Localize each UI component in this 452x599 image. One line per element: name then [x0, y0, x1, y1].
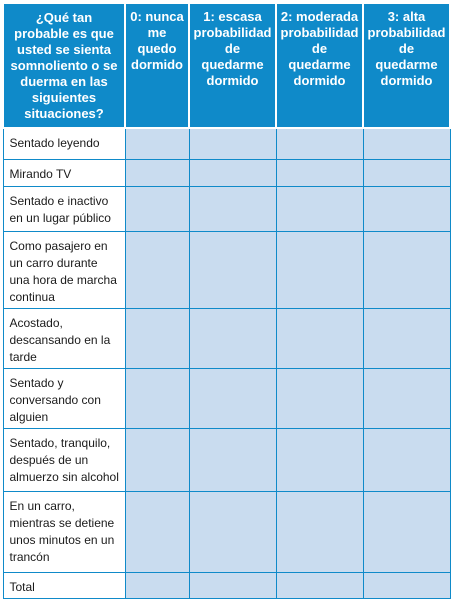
header-question: ¿Qué tan probable es que usted se sienta somnoliento o se duerma en las siguientes situaciones?: [3, 3, 125, 128]
epworth-sleepiness-table-container: [2, 2, 449, 594]
score-cell-2[interactable]: [276, 309, 363, 369]
score-cell-3[interactable]: [363, 492, 450, 573]
score-cell-2[interactable]: [276, 369, 363, 429]
row-label: Mirando TV: [3, 160, 125, 187]
row-label: Acostado, descansando en la tarde: [3, 309, 125, 369]
score-cell-1[interactable]: [189, 160, 276, 187]
header-score-0: 0: nunca me quedo dormido: [125, 3, 189, 128]
table-row: [3, 232, 450, 309]
score-cell-2[interactable]: [276, 429, 363, 492]
row-label: Sentado, tranquilo, después de un almuerzo sin alcohol: [3, 429, 125, 492]
score-cell-1[interactable]: [189, 128, 276, 160]
score-cell-2[interactable]: [276, 492, 363, 573]
header-score-3: 3: alta probabilidad de quedarme dormido: [363, 3, 450, 128]
score-cell-3[interactable]: [363, 128, 450, 160]
table-header-row: [3, 3, 450, 128]
total-label: Total: [3, 573, 125, 599]
table-row: [3, 187, 450, 232]
total-cell-0[interactable]: [125, 573, 189, 599]
score-cell-0[interactable]: [125, 492, 189, 573]
score-cell-2[interactable]: [276, 232, 363, 309]
table-row: [3, 492, 450, 573]
table-row: [3, 128, 450, 160]
total-cell-2[interactable]: [276, 573, 363, 599]
score-cell-1[interactable]: [189, 309, 276, 369]
score-cell-0[interactable]: [125, 160, 189, 187]
row-label: Sentado leyendo: [3, 128, 125, 160]
total-row: [3, 573, 450, 599]
score-cell-3[interactable]: [363, 429, 450, 492]
score-cell-1[interactable]: [189, 429, 276, 492]
score-cell-1[interactable]: [189, 187, 276, 232]
score-cell-3[interactable]: [363, 187, 450, 232]
table-row: [3, 309, 450, 369]
score-cell-3[interactable]: [363, 232, 450, 309]
score-cell-1[interactable]: [189, 232, 276, 309]
row-label: Como pasajero en un carro durante una hora de marcha continua: [3, 232, 125, 309]
sleepiness-scale-table: [2, 2, 451, 599]
score-cell-3[interactable]: [363, 369, 450, 429]
score-cell-0[interactable]: [125, 187, 189, 232]
table-row: [3, 160, 450, 187]
score-cell-0[interactable]: [125, 128, 189, 160]
row-label: En un carro, mientras se detiene unos minutos en un trancón: [3, 492, 125, 573]
score-cell-0[interactable]: [125, 429, 189, 492]
table-row: [3, 369, 450, 429]
score-cell-2[interactable]: [276, 128, 363, 160]
score-cell-0[interactable]: [125, 309, 189, 369]
total-cell-3[interactable]: [363, 573, 450, 599]
score-cell-2[interactable]: [276, 187, 363, 232]
header-score-2: 2: moderada probabilidad de quedarme dormido: [276, 3, 363, 128]
table-row: [3, 429, 450, 492]
score-cell-3[interactable]: [363, 309, 450, 369]
score-cell-3[interactable]: [363, 160, 450, 187]
row-label: Sentado y conversando con alguien: [3, 369, 125, 429]
total-cell-1[interactable]: [189, 573, 276, 599]
score-cell-0[interactable]: [125, 232, 189, 309]
score-cell-1[interactable]: [189, 492, 276, 573]
score-cell-0[interactable]: [125, 369, 189, 429]
header-score-1: 1: escasa probabilidad de quedarme dormido: [189, 3, 276, 128]
score-cell-1[interactable]: [189, 369, 276, 429]
score-cell-2[interactable]: [276, 160, 363, 187]
row-label: Sentado e inactivo en un lugar público: [3, 187, 125, 232]
